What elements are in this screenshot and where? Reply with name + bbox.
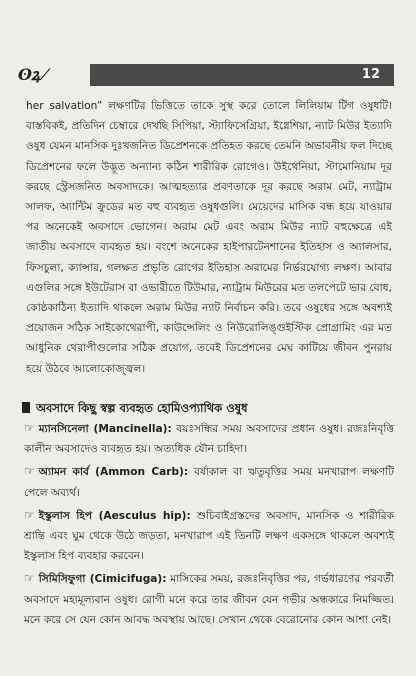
remedy-item [24, 461, 394, 502]
remedy-name: সিমিসিফুগা (Cimicifuga): [38, 573, 167, 586]
pointing-hand-icon: ☞ [24, 507, 35, 522]
remedy-item [24, 505, 394, 567]
remedy-list [24, 418, 394, 632]
remedy-name: ইস্কুলাস হিপ (Aesculus hip): [38, 509, 191, 522]
pointing-hand-icon: ☞ [24, 464, 35, 479]
remedy-text: বর্ষাকাল বা ঋতুবৃত্তির সময় মনখারাপ লক্ষণটি পেলে অব্যর্থ। [24, 466, 394, 499]
remedy-item [24, 418, 394, 459]
section-heading [22, 398, 392, 418]
remedy-text: মাসিকের সময়, রজঃনিবৃত্তির পর, গর্ভধারণের পরবর্তী অবসাদে মহামূল্যবান ওষুধ। রোগী মনে করে তার জীবন যেন গভীর অন্ধকারে নিমজ্জিত। মনে করে সে যেন কোন আবদ্ধ অবস্থায় আছে। সেখান থেকে বেরোনোর কোন আশা নেই। [24, 573, 394, 626]
bullet-marker-icon [22, 402, 30, 413]
remedy-name: অ্যামন কার্ব (Ammon Carb): [38, 466, 189, 479]
remedy-text: বয়ঃসন্ধির সময় অবসাদের প্রধান ওষুধ। রজঃনিবৃত্তি কালীন অবসাদেও ব্যবহৃত হয়। অত্যধিক যৌন চাহিদা। [24, 423, 394, 456]
body-paragraph: her salvation” লক্ষণটির ভিত্তিতে তাকে সুস্থ করে তোলে লিলিয়াম টিগ ওষুধটি। বাস্তবিকই, প্রতিদিন চেম্বারে দেখছি সিপিয়া, স্ট্যাফিসেগ্রিয়া, ইগ্নেশিয়া, ন্যাট মিউর ইত্যাদি ওষুধ যেমন মানসিক দুঃখজনিত ডিপ্রেশনকে প্রতিহত করছে তেমনি অভাবনীয় ফল দিচ্ছে ডিপ্রেশনের ফলে উদ্ভূত অন্যান্য কঠিন শারীরিক রোগেও। উইথেনিয়া, স্টামোনিয়াম দূর করছে স্ট্রেসজনিত অবসাদকে। আত্মহত্যার প্রবণতাকে দূর করছে অরাম মেট, ন্যাট্রাম সালফ, অ্যান্টিম ক্রুডের মত বহু ব্যবহৃত ওষুধগুলি। মেয়েদের মাসিক বন্ধ হয়ে যাওয়ার পর অনেকেই অবসাদে ভোগেন। অরাম মেট এবং অরাম মিউর ন্যাট বহুক্ষেত্রে এই জাতীয় অবসাদে ব্যবহৃত হয়। বংশে অনেকের হাইপারটেনশানের ইতিহাস ও অ্যালসার, ফিসচুলা, ক্যান্সার, গলক্ষত প্রভৃতি রোগের ইতিহাস অরামের নির্ভরযোগ্য লক্ষণ। আবার এগুলির সঙ্গে ইউটেরাস বা ওভারীতে টিউমার, ন্যাট্রাম মিউরের মত তলপেটে ভার বোধ, কোষ্ঠকাঠিন্য ইত্যাদি থাকলে অরাম মিউর ন্যাট নির্বাচন করি। তবে ওষুধের সঙ্গে অবশ্যই প্রয়োজন সঠিক সাইকোথেরাপী, কাউন্সেলিং ও নিউরোলিঙ্গুইস্টিক প্রোগ্রামিং এর মত আধুনিক থেরাপীগুলোর সঠিক প্রয়োগ, তবেই ডিপ্রেশনের মেঘ কাটিয়ে জীবন পুনরায় হয়ে উঠবে আলোকোজ্জ্বল। [26, 100, 392, 375]
remedy-text: শুচিবাইগ্রস্তদের অবসাদ, মানসিক ও শারীরিক শ্রান্তি এবং ঘুম থেকে উঠে জড়তা, মনখারাপ এই তিনটি লক্ষণ একসঙ্গে থাকলে অবশ্যই ইস্কুলাস হিপ ব্যবহার করবেন। [24, 509, 394, 563]
pointing-hand-icon: ☞ [24, 421, 35, 435]
page-number: 12 [361, 67, 380, 82]
remedy-item [24, 568, 394, 630]
pointing-hand-icon: ☞ [24, 571, 35, 586]
remedy-name: ম্যানসিনেলা (Mancinella): [38, 423, 172, 435]
section-heading-text: অবসাদে কিছু স্বল্প ব্যবহৃত হোমিওপ্যাথিক ওষুধ [36, 401, 248, 415]
header-logo: ʘꝝ ⁄ [18, 60, 90, 90]
